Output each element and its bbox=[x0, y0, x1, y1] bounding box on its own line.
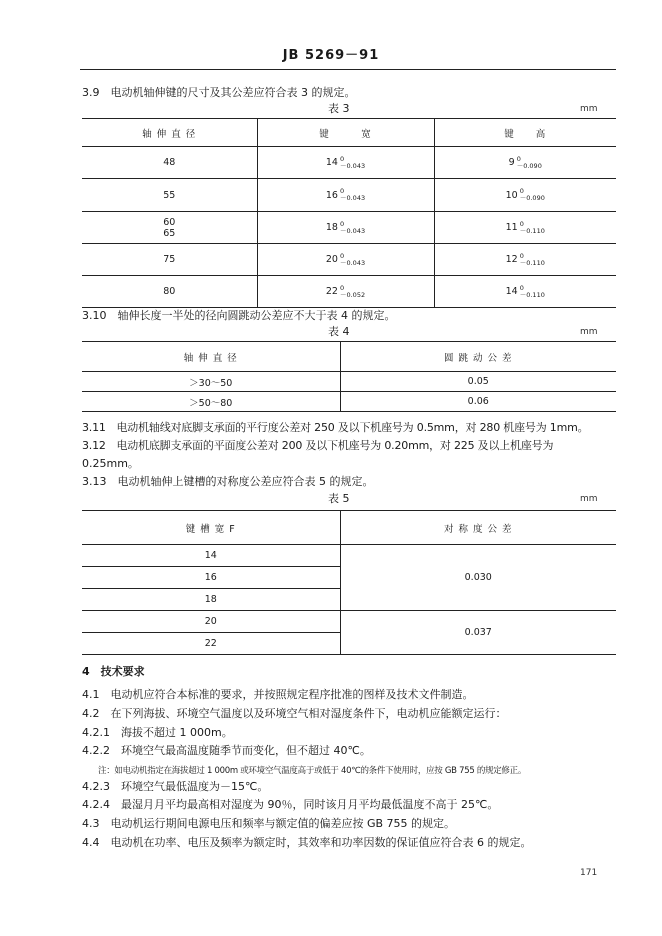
clause-3-12-continued: 0.25mm。 bbox=[82, 457, 139, 470]
table-row bbox=[82, 372, 616, 392]
table4-tol: 0.06 bbox=[340, 392, 616, 412]
table3 bbox=[82, 118, 616, 308]
table3-dia: 48 bbox=[82, 147, 257, 179]
clause-4-3: 4.3 电动机运行期间电源电压和频率与额定值的偏差应按 GB 755 的规定。 bbox=[82, 817, 456, 830]
standard-number-header: JB 5269－91 bbox=[282, 48, 380, 63]
key-width: 20 bbox=[325, 254, 338, 265]
table5-unit: mm bbox=[580, 494, 598, 504]
page-number: 171 bbox=[580, 868, 598, 878]
table3-header-diameter: 轴 伸 直 径 bbox=[82, 119, 257, 147]
key-height: 10 bbox=[505, 189, 518, 201]
table4-header-runout: 圆 跳 动 公 差 bbox=[340, 342, 616, 372]
table3-dia: 80 bbox=[82, 276, 257, 308]
clause-4-2-2: 4.2.2 环境空气最高温度随季节而变化，但不超过 40℃。 bbox=[82, 744, 371, 757]
table5-caption: 表 5 bbox=[328, 492, 350, 505]
table3-unit: mm bbox=[580, 104, 598, 114]
table-row bbox=[82, 392, 616, 412]
tol-upper: 0 bbox=[519, 251, 524, 260]
table3-dia: 55 bbox=[82, 179, 257, 212]
key-width: 16 bbox=[325, 189, 338, 201]
table4-header-diameter: 轴 伸 直 径 bbox=[82, 342, 340, 372]
key-width: 22 bbox=[325, 286, 338, 297]
section-4-title: 4 技术要求 bbox=[82, 665, 145, 678]
tol-lower: －0.110 bbox=[519, 290, 545, 299]
note-4-2-2: 注：如电动机指定在海拔超过 1 000m 或环境空气温度高于或低于 40℃的条件下使用时，应按 GB 755 的规定修正。 bbox=[98, 766, 527, 776]
table4-tol: 0.05 bbox=[340, 372, 616, 392]
table3-dia: 75 bbox=[82, 244, 257, 276]
key-height: 12 bbox=[505, 254, 518, 265]
table5-width: 14 bbox=[82, 545, 340, 567]
table5-tol-group1: 0.030 bbox=[340, 545, 616, 611]
key-width: 18 bbox=[325, 222, 338, 233]
table-row bbox=[82, 276, 616, 308]
clause-3-11: 3.11 电动机轴线对底脚支承面的平行度公差对 250 及以下机座号为 0.5mm，对 280 机座号为 1mm。 bbox=[82, 421, 589, 434]
table3-header-height: 键 高 bbox=[434, 119, 616, 147]
table4-unit: mm bbox=[580, 327, 598, 337]
table5-tol-group2: 0.037 bbox=[340, 611, 616, 655]
tol-upper: 0 bbox=[339, 154, 345, 163]
clause-3-9: 3.9 电动机轴伸键的尺寸及其公差应符合表 3 的规定。 bbox=[82, 86, 356, 99]
key-height: 11 bbox=[505, 222, 518, 233]
table-row bbox=[82, 611, 616, 633]
table3-caption: 表 3 bbox=[328, 102, 350, 115]
tol-upper: 0 bbox=[519, 283, 524, 292]
table4-dia: ＞50～80 bbox=[82, 392, 340, 412]
table-row bbox=[82, 244, 616, 276]
table3-header-width: 键 宽 bbox=[257, 119, 434, 147]
tol-upper: 0 bbox=[516, 154, 521, 163]
tol-lower: －0.052 bbox=[339, 290, 366, 299]
header-rule bbox=[80, 69, 616, 70]
table-row bbox=[82, 147, 616, 179]
tol-upper: 0 bbox=[519, 187, 524, 195]
tol-lower: －0.090 bbox=[519, 194, 545, 202]
table4 bbox=[82, 341, 616, 412]
tol-upper: 0 bbox=[339, 251, 345, 260]
tol-upper: 0 bbox=[339, 219, 345, 228]
clause-4-2-4: 4.2.4 最湿月月平均最高相对湿度为 90％，同时该月月平均最低温度不高于 25℃。 bbox=[82, 798, 499, 811]
clause-3-13: 3.13 电动机轴伸上键槽的对称度公差应符合表 5 的规定。 bbox=[82, 475, 374, 488]
tol-lower: －0.043 bbox=[339, 194, 366, 202]
table-row bbox=[82, 179, 616, 212]
tol-lower: －0.043 bbox=[339, 226, 366, 235]
clause-4-2-3: 4.2.3 环境空气最低温度为－15℃。 bbox=[82, 780, 269, 793]
tol-lower: －0.110 bbox=[519, 226, 545, 235]
table-row bbox=[82, 212, 616, 244]
table5-width: 16 bbox=[82, 567, 340, 589]
table5-width: 18 bbox=[82, 589, 340, 611]
table5-width: 20 bbox=[82, 611, 340, 633]
key-height: 9 bbox=[508, 157, 515, 168]
table3-dia: 60 bbox=[163, 216, 176, 228]
table5-width: 22 bbox=[82, 633, 340, 655]
clause-4-1: 4.1 电动机应符合本标准的要求，并按照规定程序批准的图样及技术文件制造。 bbox=[82, 688, 474, 701]
tol-upper: 0 bbox=[519, 219, 524, 228]
table4-dia: ＞30～50 bbox=[82, 372, 340, 392]
tol-lower: －0.090 bbox=[516, 161, 542, 170]
table-row bbox=[82, 545, 616, 567]
tol-lower: －0.043 bbox=[339, 258, 366, 267]
tol-lower: －0.110 bbox=[519, 258, 545, 267]
tol-lower: －0.043 bbox=[339, 161, 366, 170]
clause-4-2: 4.2 在下列海拔、环境空气温度以及环境空气相对湿度条件下，电动机应能额定运行： bbox=[82, 707, 507, 720]
key-width: 14 bbox=[325, 157, 338, 168]
clause-4-4: 4.4 电动机在功率、电压及频率为额定时，其效率和功率因数的保证值应符合表 6 的规定。 bbox=[82, 836, 532, 849]
clause-4-2-1: 4.2.1 海拔不超过 1 000m。 bbox=[82, 726, 233, 739]
key-height: 14 bbox=[505, 286, 518, 297]
table5-header-symmetry: 对 称 度 公 差 bbox=[340, 511, 616, 545]
table5 bbox=[82, 510, 616, 655]
table3-dia: 65 bbox=[163, 227, 176, 239]
table5-header-keyway: 键 槽 宽 F bbox=[82, 511, 340, 545]
table4-caption: 表 4 bbox=[328, 325, 350, 338]
tol-upper: 0 bbox=[339, 283, 345, 292]
clause-3-12: 3.12 电动机底脚支承面的平面度公差对 200 及以下机座号为 0.20mm，对 225 及以上机座号为 bbox=[82, 439, 554, 452]
tol-upper: 0 bbox=[339, 187, 345, 195]
clause-3-10: 3.10 轴伸长度一半处的径向圆跳动公差应不大于表 4 的规定。 bbox=[82, 309, 396, 322]
